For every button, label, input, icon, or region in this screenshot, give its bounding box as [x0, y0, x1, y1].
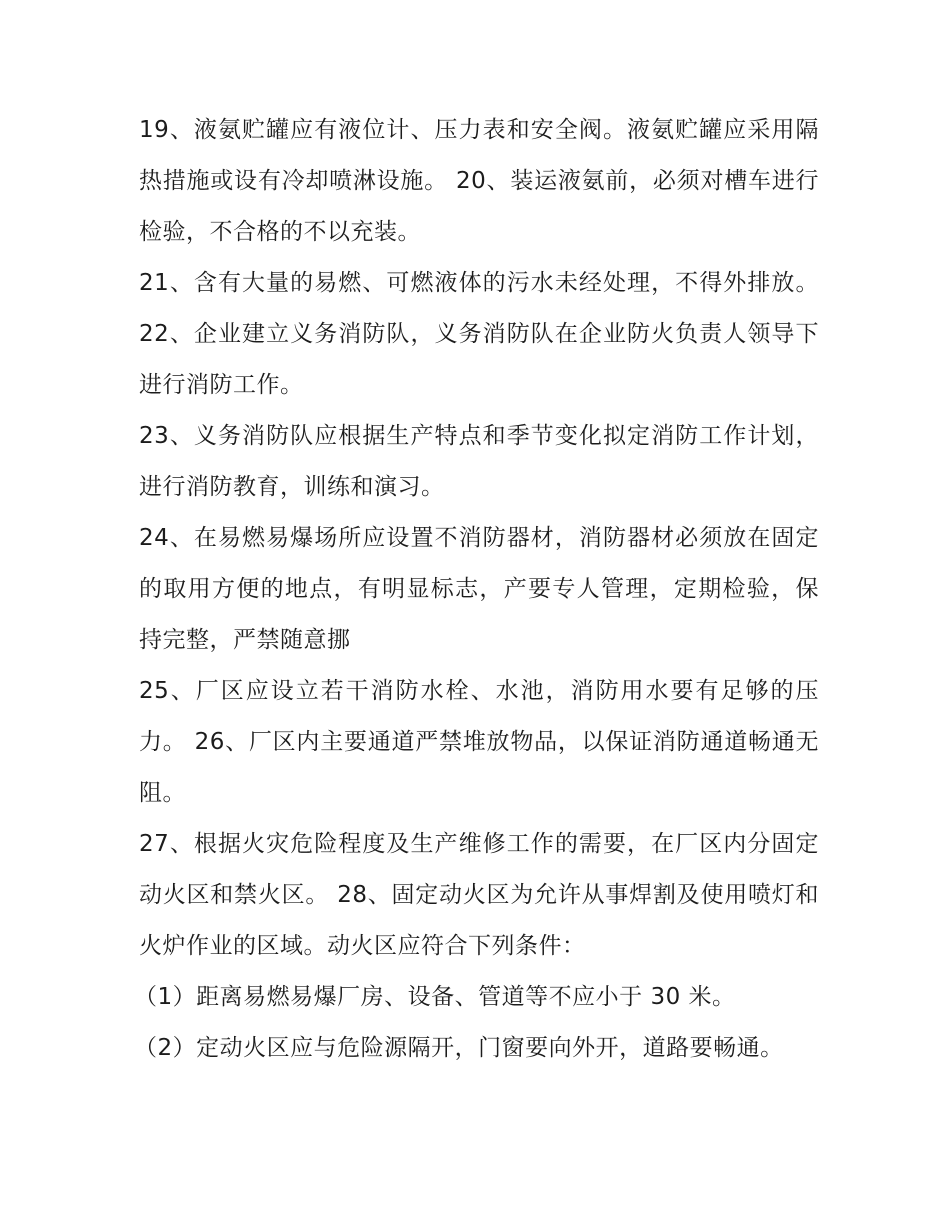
document-body — [134, 105, 819, 1074]
paragraph-21-22: 21、含有大量的易燃、可燃液体的污水未经处理，不得外排放。 22、企业建立义务消防队，义务消防队在企业防火负责人领导下进行消防工作。 — [139, 270, 819, 398]
paragraph-27-28: 27、根据火灾危险程度及生产维修工作的需要，在厂区内分固定动火区和禁火区。 28、固定动火区为允许从事焊割及使用喷灯和火炉作业的区域。动火区应符合下列条件： — [139, 831, 819, 959]
paragraph-23: 23、义务消防队应根据生产特点和季节变化拟定消防工作计划，进行消防教育，训练和演习。 — [139, 423, 819, 500]
paragraph-25-26: 25、厂区应设立若干消防水栓、水池，消防用水要有足够的压力。 26、厂区内主要通道严禁堆放物品，以保证消防通道畅通无阻。 — [139, 678, 819, 806]
paragraph-24: 24、在易燃易爆场所应设置不消防器材，消防器材必须放在固定的取用方便的地点，有明显标志，产要专人管理，定期检验，保持完整，严禁随意挪 — [139, 525, 819, 653]
condition-item-1: （1）距离易燃易爆厂房、设备、管道等不应小于 30 米。 — [134, 984, 736, 1010]
condition-item-2: （2）定动火区应与危险源隔开，门窗要向外开，道路要畅通。 — [134, 1035, 784, 1061]
paragraph-19-20: 19、液氨贮罐应有液位计、压力表和安全阀。液氨贮罐应采用隔热措施或设有冷却喷淋设施。 20、装运液氨前，必须对槽车进行检验，不合格的不以充装。 — [139, 117, 819, 245]
